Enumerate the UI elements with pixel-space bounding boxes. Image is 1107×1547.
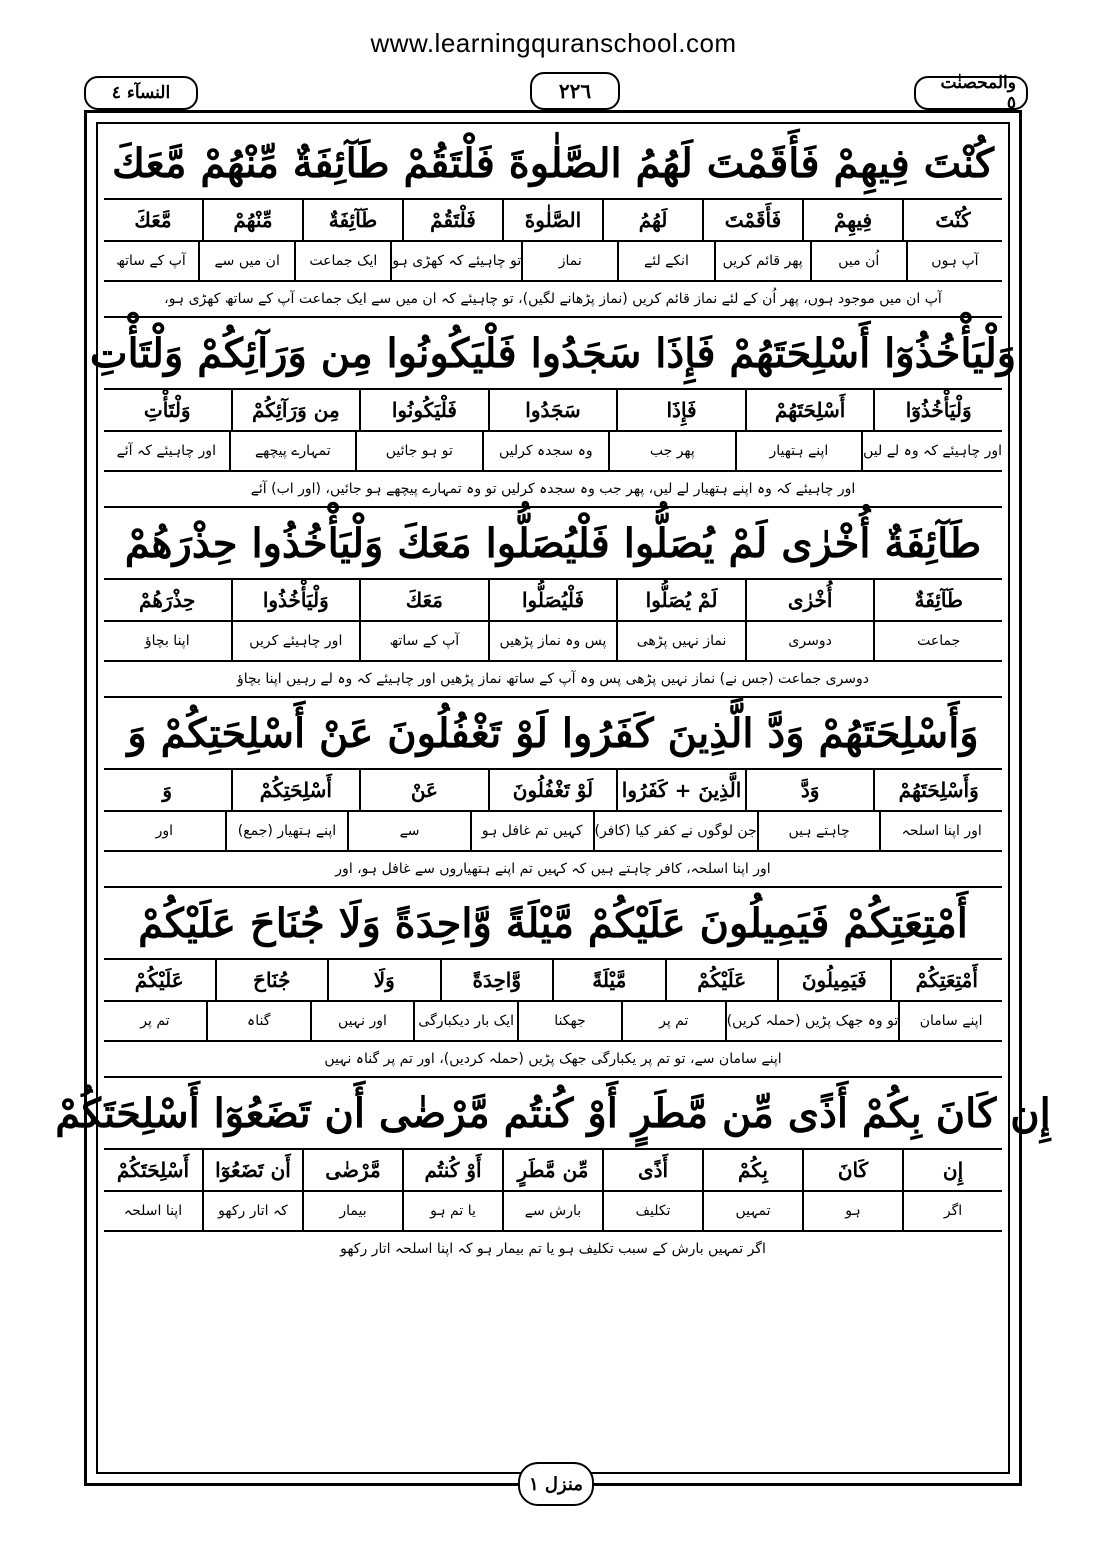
urdu-meaning-cell: اپنا اسلحہ	[123, 1203, 183, 1219]
arabic-word-cell: الصَّلٰوةَ	[502, 200, 602, 240]
arabic-word-cell: أُخْرٰى	[745, 580, 874, 620]
arabic-verse: إِن كَانَ بِكُمْ أَذًى مِّن مَّطَرٍ أَوْ كُنتُم مَّرْضٰى أَن تَضَعُوٓا أَسْلِحَتَكُمْ	[104, 1078, 1002, 1150]
urdu-meaning-cell: نماز	[521, 242, 617, 280]
urdu-meaning-cell: وہ سجدہ کرلیں	[482, 432, 609, 470]
arabic-word-cell: وَ	[162, 778, 173, 802]
urdu-meaning-cell: ہو	[802, 1192, 902, 1230]
meaning-row	[104, 1192, 1002, 1232]
arabic-word-cell: مَّرْضٰى	[302, 1150, 402, 1190]
arabic-word-cell: الَّذِينَ + كَفَرُوا	[616, 770, 745, 810]
urdu-meaning-cell: اور نہیں	[310, 1002, 414, 1040]
arabic-word-cell: عَلَيْكُمْ	[665, 960, 778, 1000]
urdu-meaning-cell: ایک جماعت	[294, 242, 390, 280]
arabic-word-cell: سَجَدُوا	[488, 390, 617, 430]
arabic-word-cell: وَلْتَأْتِ	[143, 398, 191, 422]
urdu-meaning-cell: پس وہ نماز پڑھیں	[488, 622, 617, 660]
urdu-meaning-cell: تو وہ جھک پڑیں (حملہ کریں)	[725, 1002, 899, 1040]
arabic-verse: أَمْتِعَتِكُمْ فَيَمِيلُونَ عَلَيْكُمْ مَّيْلَةً وَّاحِدَةً وَلَا جُنَاحَ عَلَيْكُمْ	[104, 888, 1002, 960]
word-row	[104, 200, 1002, 242]
urdu-translation: اپنے سامان سے، تو تم پر یکبارگی جھک پڑیں (حملہ کردیں)، اور تم پر گناہ نہیں	[104, 1042, 1002, 1078]
urdu-meaning-cell: آپ ہوں	[906, 242, 1002, 280]
urdu-meaning-cell: اور	[155, 823, 174, 839]
arabic-word-cell: فَإِذَا	[616, 390, 745, 430]
arabic-word-cell: أَسْلِحَتَكُمْ	[116, 1158, 190, 1182]
arabic-word-cell: أَذًى	[602, 1150, 702, 1190]
urdu-meaning-cell: اور چاہیئے کریں	[231, 622, 360, 660]
arabic-word-cell: وَلَا	[327, 960, 440, 1000]
verse-block	[104, 698, 1002, 888]
arabic-word-cell: أَسْلِحَتَهُمْ	[745, 390, 874, 430]
urdu-meaning-cell: تم پر	[621, 1002, 725, 1040]
arabic-word-cell: مَعَكَ	[359, 580, 488, 620]
arabic-word-cell: كَانَ	[802, 1150, 902, 1190]
arabic-word-cell: أَسْلِحَتِكُمْ	[231, 770, 360, 810]
urdu-meaning-cell: آپ کے ساتھ	[116, 253, 186, 269]
word-row	[104, 390, 1002, 432]
arabic-word-cell: مِن وَرَآئِكُمْ	[231, 390, 360, 430]
word-row	[104, 580, 1002, 622]
arabic-word-cell: عَلَيْكُمْ	[134, 968, 184, 992]
arabic-word-cell: فَأَقَمْتَ	[702, 200, 802, 240]
urdu-translation: اگر تمہیں بارش کے سبب تکلیف ہو یا تم بیمار ہو کہ اپنا اسلحہ اتار رکھو	[340, 1241, 766, 1257]
arabic-word-cell: وَلْيَأْخُذُوا	[231, 580, 360, 620]
urdu-meaning-cell: آپ کے ساتھ	[359, 622, 488, 660]
verse-block	[104, 128, 1002, 318]
urdu-meaning-cell: بیمار	[302, 1192, 402, 1230]
arabic-verse: وَلْيَأْخُذُوٓا أَسْلِحَتَهُمْ فَإِذَا سَجَدُوا فَلْيَكُونُوا مِن وَرَآئِكُمْ وَلْتَأْتِ	[104, 318, 1002, 390]
meaning-row	[104, 432, 1002, 472]
surah-label: النسآء ٤	[84, 76, 198, 110]
arabic-word-cell: مَّعَكَ	[134, 208, 172, 232]
urdu-meaning-cell: چاہتے ہیں	[757, 812, 880, 850]
juz-label: والمحصنٰت ٥	[914, 76, 1028, 110]
arabic-word-cell: لَمْ يُصَلُّوا	[616, 580, 745, 620]
urdu-meaning-cell: جن لوگوں نے کفر کیا (کافر)	[593, 812, 757, 850]
meaning-row	[104, 622, 1002, 662]
arabic-word-cell: حِذْرَهُمْ	[139, 588, 196, 612]
arabic-word-cell: وَأَسْلِحَتَهُمْ	[873, 770, 1002, 810]
urdu-translation: دوسری جماعت (جس نے) نماز نہیں پڑھی پس وہ آپ کے ساتھ نماز پڑھیں اور چاہیئے کہ وہ لے رہیں اپنا بچاؤ	[104, 662, 1002, 698]
verse-block	[55, 1078, 1051, 1266]
urdu-meaning-cell: تمہیں	[702, 1192, 802, 1230]
urdu-meaning-cell: اُن میں	[810, 242, 906, 280]
arabic-word-cell: فَيَمِيلُونَ	[777, 960, 890, 1000]
arabic-word-cell: فَلْيُصَلُّوا	[488, 580, 617, 620]
urdu-meaning-cell: تمہارے پیچھے	[229, 432, 356, 470]
arabic-word-cell: أَن تَضَعُوٓا	[202, 1150, 302, 1190]
urdu-meaning-cell: اگر	[902, 1192, 1002, 1230]
urdu-meaning-cell: بارش سے	[502, 1192, 602, 1230]
urdu-meaning-cell: اپنا بچاؤ	[144, 633, 190, 649]
arabic-verse: كُنْتَ فِيهِمْ فَأَقَمْتَ لَهُمُ الصَّلٰوةَ فَلْتَقُمْ طَآئِفَةٌ مِّنْهُمْ مَّعَكَ	[104, 128, 1002, 200]
meaning-row	[104, 242, 1002, 282]
arabic-word-cell: فِيهِمْ	[802, 200, 902, 240]
urdu-meaning-cell: سے	[347, 812, 470, 850]
urdu-meaning-cell: اور چاہیئے کہ وہ لے لیں	[861, 432, 1002, 470]
arabic-word-cell: جُنَاحَ	[215, 960, 328, 1000]
urdu-meaning-cell: جھکنا	[517, 1002, 621, 1040]
urdu-meaning-cell: پھر جب	[608, 432, 735, 470]
arabic-word-cell: بِكُمْ	[702, 1150, 802, 1190]
urdu-meaning-cell: تم پر	[140, 1013, 170, 1029]
word-row	[104, 1150, 1002, 1192]
arabic-word-cell: مِّنْهُمْ	[202, 200, 302, 240]
word-row	[104, 770, 1002, 812]
urdu-meaning-cell: تو چاہیئے کہ کھڑی ہو	[390, 242, 521, 280]
urdu-translation: اور چاہیئے کہ وہ اپنے ہتھیار لے لیں، پھر جب وہ سجدہ کرلیں تو وہ تمہارے پیچھے ہو جائیں، (اور اب) آئے	[104, 472, 1002, 508]
urdu-meaning-cell: تکلیف	[602, 1192, 702, 1230]
verse-block	[104, 508, 1002, 698]
urdu-meaning-cell: نماز نہیں پڑھی	[616, 622, 745, 660]
urdu-meaning-cell: اور چاہیئے کہ آئے	[116, 443, 216, 459]
urdu-meaning-cell: دوسری	[745, 622, 874, 660]
urdu-meaning-cell: ایک بار دیکبارگی	[413, 1002, 517, 1040]
arabic-word-cell: فَلْيَكُونُوا	[359, 390, 488, 430]
meaning-row	[104, 812, 1002, 852]
manzil-badge: منزل ١	[518, 1462, 594, 1506]
arabic-word-cell: لَهُمُ	[602, 200, 702, 240]
verse-content	[55, 128, 1051, 1266]
urdu-meaning-cell: کہ اتار رکھو	[202, 1192, 302, 1230]
word-row	[104, 960, 1002, 1002]
urdu-translation: آپ ان میں موجود ہوں، پھر اُن کے لئے نماز قائم کریں (نماز پڑھانے لگیں)، تو چاہیئے کہ ان میں سے ایک جماعت آپ کے ساتھ کھڑی ہو،	[104, 282, 1002, 318]
urdu-meaning-cell: اپنے ہتھیار (جمع)	[225, 812, 348, 850]
urdu-meaning-cell: جماعت	[873, 622, 1002, 660]
meaning-row	[104, 1002, 1002, 1042]
arabic-verse: طَآئِفَةٌ أُخْرٰى لَمْ يُصَلُّوا فَلْيُصَلُّوا مَعَكَ وَلْيَأْخُذُوا حِذْرَهُمْ	[104, 508, 1002, 580]
urdu-meaning-cell: اپنے ہتھیار	[735, 432, 862, 470]
page-header	[84, 70, 1028, 114]
arabic-word-cell: فَلْتَقُمْ	[402, 200, 502, 240]
page-number: ٢٢٦	[530, 72, 620, 110]
urdu-meaning-cell: انکے لئے	[617, 242, 713, 280]
arabic-word-cell: لَوْ تَغْفُلُونَ	[488, 770, 617, 810]
arabic-word-cell: مِّن مَّطَرٍ	[502, 1150, 602, 1190]
arabic-word-cell: مَّيْلَةً	[552, 960, 665, 1000]
urdu-meaning-cell: اور اپنا اسلحہ	[879, 812, 1002, 850]
arabic-verse: وَأَسْلِحَتَهُمْ وَدَّ الَّذِينَ كَفَرُوا لَوْ تَغْفُلُونَ عَنْ أَسْلِحَتِكُمْ وَ	[104, 698, 1002, 770]
urdu-meaning-cell: اپنے سامان	[898, 1002, 1002, 1040]
verse-block	[89, 318, 1017, 508]
arabic-word-cell: طَآئِفَةٌ	[302, 200, 402, 240]
urdu-translation: اور اپنا اسلحہ، کافر چاہتے ہیں کہ کہیں تم اپنے ہتھیاروں سے غافل ہو، اور	[104, 852, 1002, 888]
urdu-meaning-cell: یا تم ہو	[402, 1192, 502, 1230]
site-url: www.learningquranschool.com	[370, 28, 737, 58]
arabic-word-cell: أَمْتِعَتِكُمْ	[890, 960, 1003, 1000]
arabic-word-cell: وَّاحِدَةً	[440, 960, 553, 1000]
arabic-word-cell: طَآئِفَةٌ	[873, 580, 1002, 620]
urdu-meaning-cell: ان میں سے	[198, 242, 294, 280]
urdu-meaning-cell: کہیں تم غافل ہو	[470, 812, 593, 850]
arabic-word-cell: وَلْيَأْخُذُوٓا	[873, 390, 1002, 430]
arabic-word-cell: وَدَّ	[745, 770, 874, 810]
urdu-meaning-cell: تو ہو جائیں	[355, 432, 482, 470]
arabic-word-cell: عَنْ	[359, 770, 488, 810]
arabic-word-cell: كُنْتَ	[902, 200, 1002, 240]
urdu-meaning-cell: پھر قائم کریں	[714, 242, 810, 280]
arabic-word-cell: أَوْ كُنتُم	[402, 1150, 502, 1190]
urdu-meaning-cell: گناہ	[206, 1002, 310, 1040]
arabic-word-cell: إِن	[902, 1150, 1002, 1190]
verse-block	[104, 888, 1002, 1078]
